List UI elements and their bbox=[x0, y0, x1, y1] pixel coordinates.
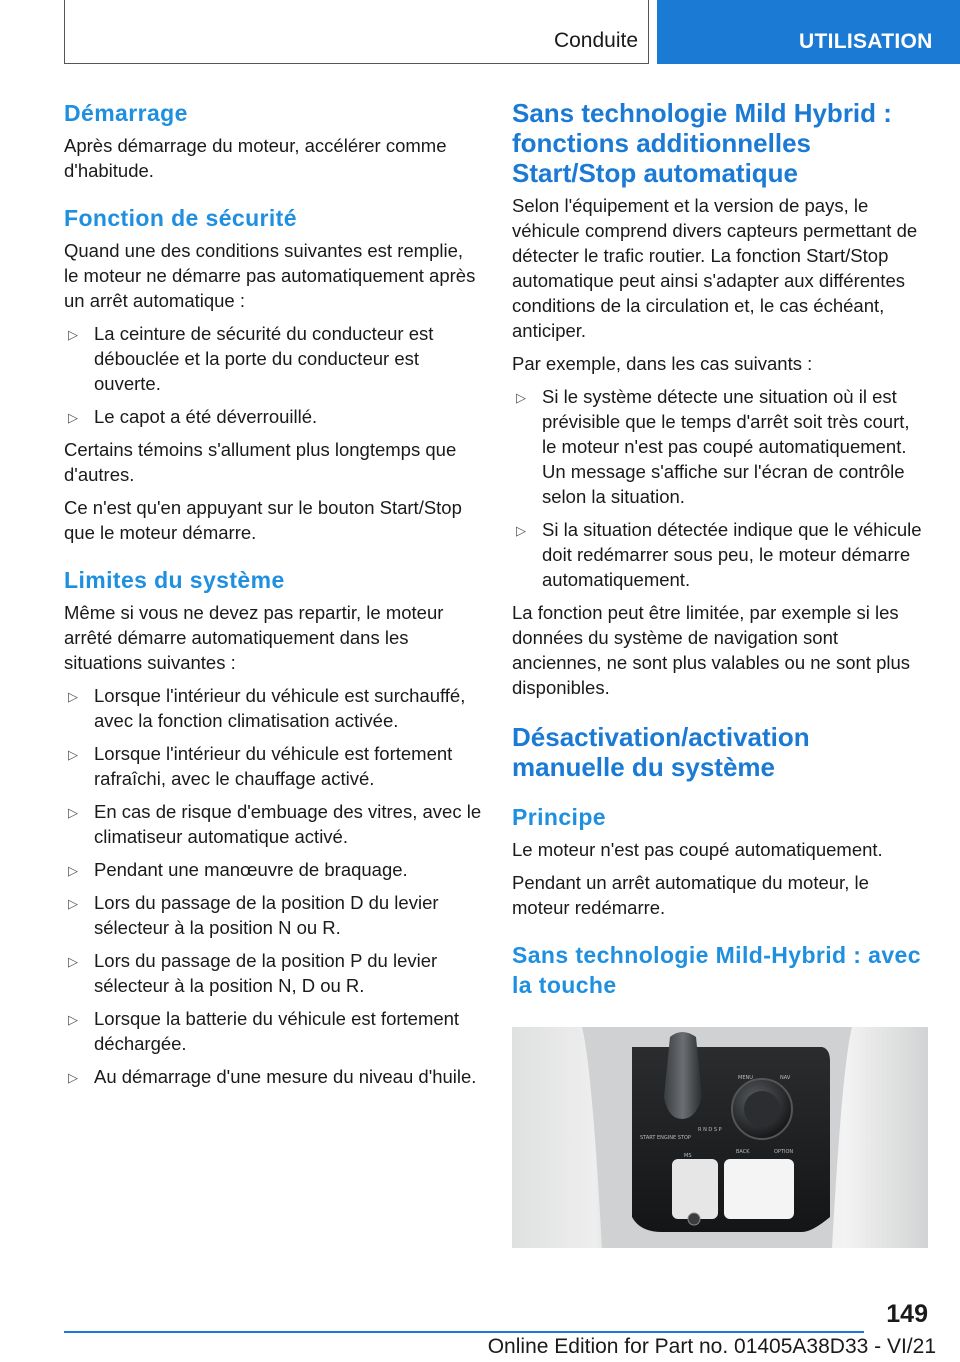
bullet-triangle-icon: ▷ bbox=[68, 689, 78, 704]
mode-label: MS bbox=[684, 1153, 692, 1159]
sans-mild-p2: Par exemple, dans les cas suivants : bbox=[512, 353, 813, 374]
bullet-triangle-icon: ▷ bbox=[68, 805, 78, 820]
bullet-triangle-icon: ▷ bbox=[68, 410, 78, 425]
heading-sans-mild-hybrid: Sans technologie Mild Hybrid : fonctions additionnelles Start/Stop automatique bbox=[512, 98, 892, 188]
securite-list bbox=[64, 321, 482, 429]
heading-desactivation: Désactivation/activation manuelle du système bbox=[512, 722, 810, 782]
menu-label: MENU bbox=[738, 1075, 753, 1081]
list-item: ▷ Lors du passage de la position P du levier sélecteur à la position N, D ou R. bbox=[68, 950, 438, 996]
bullet-triangle-icon: ▷ bbox=[68, 896, 78, 911]
sans-mild-p1: Selon l'équipement et la version de pays, le véhicule comprend divers capteurs permettant de détecter le trafic routier. La fonction Start/Stop automatique peut ainsi s'adapter aux différentes conditions de la circulation et, le cas échéant, anticiper. bbox=[512, 195, 918, 341]
console-photo bbox=[512, 1027, 928, 1248]
list-item: ▷ Si le système détecte une situation où il est prévisible que le temps d'arrêt soit très court, le moteur n'est pas coupé automatiquement. Un message s'affiche sur l'écran de contrôle selon la situation. bbox=[516, 386, 910, 507]
bullet-triangle-icon: ▷ bbox=[68, 863, 78, 878]
back-label: BACK bbox=[736, 1149, 750, 1155]
list-item: ▷ Si la situation détectée indique que le véhicule doit redémarrer sous peu, le moteur démarre automatiquement. bbox=[516, 519, 922, 590]
limites-list bbox=[64, 683, 482, 1089]
heading-demarrage: Démarrage bbox=[64, 100, 188, 126]
list-item: ▷ Le capot a été déverrouillé. bbox=[64, 404, 482, 429]
sans-mild-p3: La fonction peut être limitée, par exemple si les données du système de navigation sont anciennes, ne sont plus valables ou ne sont plus disponibles. bbox=[512, 602, 911, 698]
list-item: ▷ En cas de risque d'embuage des vitres, avec le climatiseur automatique activé. bbox=[68, 801, 482, 847]
nav-label: NAV bbox=[780, 1075, 791, 1081]
bullet-triangle-icon: ▷ bbox=[516, 523, 526, 538]
footer-edition: Online Edition for Part no. 01405A38D33 - VI/21 bbox=[487, 1335, 936, 1358]
gear-lever bbox=[664, 1032, 702, 1119]
bullet-triangle-icon: ▷ bbox=[68, 1070, 78, 1085]
parking-brake-button bbox=[688, 1213, 700, 1225]
securite-intro: Quand une des conditions suivantes est remplie, le moteur ne démarre pas automatiquement après un arrêt automatique : bbox=[64, 240, 476, 311]
start-stop-label: START ENGINE STOP bbox=[640, 1135, 691, 1141]
idrive-controller-top bbox=[744, 1091, 780, 1127]
bullet-triangle-icon: ▷ bbox=[68, 954, 78, 969]
header-section-title: Conduite bbox=[553, 29, 638, 52]
limites-intro: Même si vous ne devez pas repartir, le moteur arrêté démarre automatiquement dans les situations suivantes : bbox=[64, 602, 444, 673]
principe-p2: Pendant un arrêt automatique du moteur, le moteur redémarre. bbox=[512, 872, 869, 918]
bullet-triangle-icon: ▷ bbox=[68, 327, 78, 342]
cupholder-left bbox=[672, 1159, 718, 1219]
list-item: ▷ Lorsque l'intérieur du véhicule est fortement rafraîchi, avec le chauffage activé. bbox=[68, 743, 453, 789]
principe-p1: Le moteur n'est pas coupé automatiquement. bbox=[512, 839, 883, 860]
left-column bbox=[64, 98, 482, 1089]
sans-mild-list bbox=[512, 384, 928, 592]
list-item: ▷ La ceinture de sécurité du conducteur est débouclée et la porte du conducteur est ouverte. bbox=[68, 323, 434, 394]
option-label: OPTION bbox=[774, 1149, 794, 1155]
list-item: ▷ Lorsque la batterie du véhicule est fortement déchargée. bbox=[68, 1008, 460, 1054]
header-chapter-title: UTILISATION bbox=[799, 30, 933, 53]
heading-avec-touche: Sans technologie Mild-Hybrid : avec la touche bbox=[512, 942, 921, 998]
list-item: ▷ Au démarrage d'une mesure du niveau d'huile. bbox=[64, 1064, 482, 1089]
bullet-triangle-icon: ▷ bbox=[68, 747, 78, 762]
header-chapter-box bbox=[657, 0, 960, 64]
gear-positions-label: R N D S P bbox=[698, 1127, 722, 1133]
footer-divider bbox=[64, 1331, 864, 1333]
bullet-triangle-icon: ▷ bbox=[68, 1012, 78, 1027]
cupholder-right bbox=[724, 1159, 794, 1219]
heading-securite: Fonction de sécurité bbox=[64, 205, 297, 231]
list-item: ▷ Pendant une manœuvre de braquage. bbox=[64, 857, 482, 882]
center-console-illustration bbox=[512, 1027, 928, 1248]
demarrage-text: Après démarrage du moteur, accélérer comme d'habitude. bbox=[64, 135, 447, 181]
right-column bbox=[512, 98, 928, 1000]
securite-after-2: Ce n'est qu'en appuyant sur le bouton Start/Stop que le moteur démarre. bbox=[64, 497, 462, 543]
list-item: ▷ Lorsque l'intérieur du véhicule est surchauffé, avec la fonction climatisation activée. bbox=[68, 685, 466, 731]
page-number: 149 bbox=[886, 1300, 928, 1328]
heading-principe: Principe bbox=[512, 804, 606, 830]
securite-after-1: Certains témoins s'allument plus longtemps que d'autres. bbox=[64, 439, 457, 485]
list-item: ▷ Lors du passage de la position D du levier sélecteur à la position N ou R. bbox=[68, 892, 439, 938]
bullet-triangle-icon: ▷ bbox=[516, 390, 526, 405]
heading-limites: Limites du système bbox=[64, 567, 285, 593]
header-section-box bbox=[64, 0, 649, 64]
